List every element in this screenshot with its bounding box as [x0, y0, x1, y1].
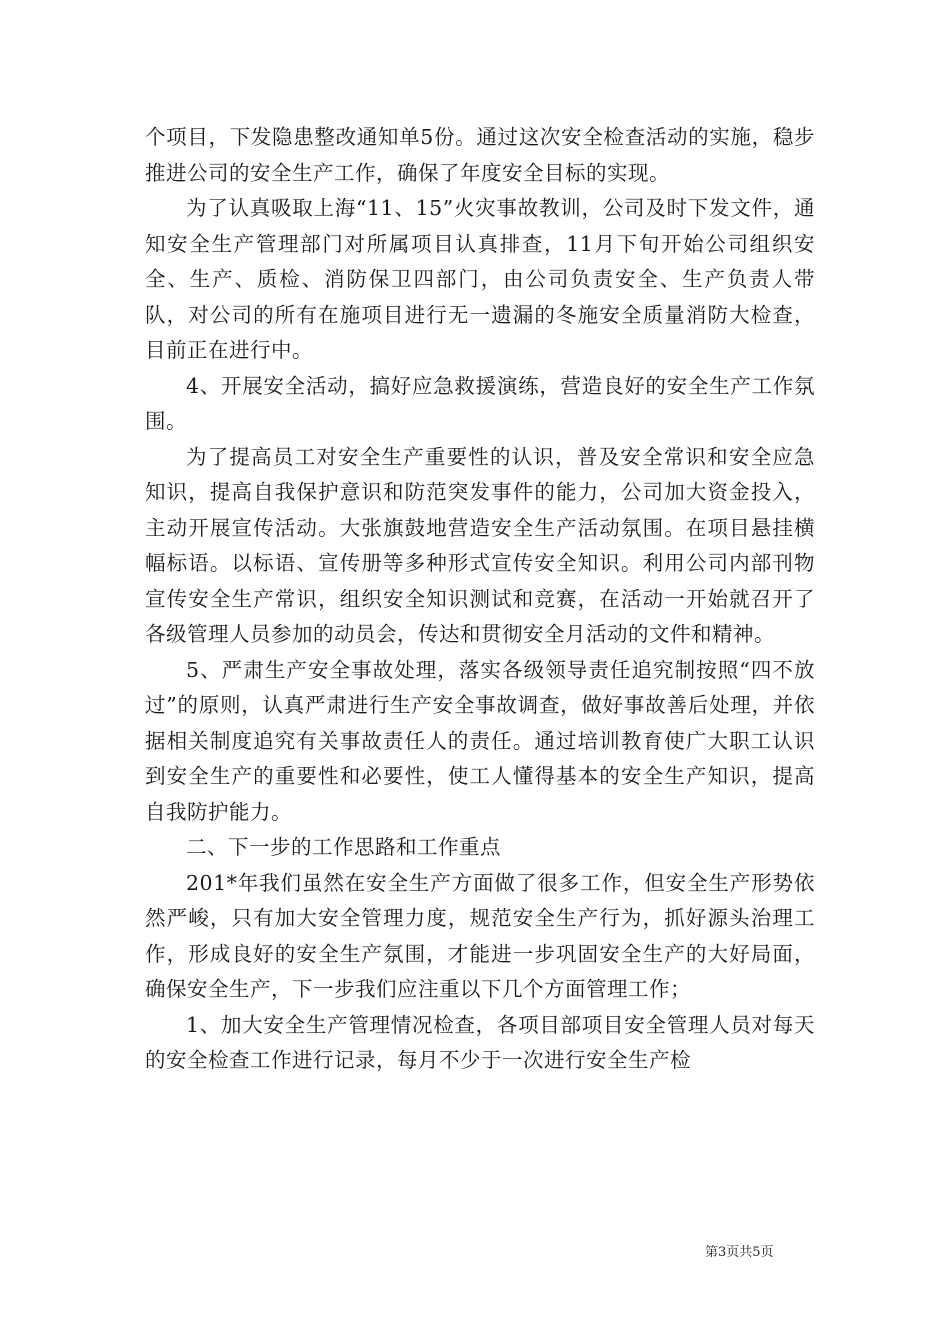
paragraph-3: 4、开展安全活动，搞好应急救援演练，营造良好的安全生产工作氛围。: [145, 373, 815, 433]
paragraph-1: 个项目，下发隐患整改通知单5份。通过这次安全检查活动的实施，稳步推进公司的安全生产工作，确保了年度安全目标的实现。: [145, 125, 815, 185]
paragraph-7: 1、加大安全生产管理情况检查，各项目部项目安全管理人员对每天的安全检查工作进行记录，每月不少于一次进行安全生产检: [145, 1012, 815, 1072]
paragraph-5: 5、严肃生产安全事故处理，落实各级领导责任追究制按照“四不放过”的原则，认真严肃进行生产安全事故调查，做好事故善后处理，并依据相关制度追究有关事故责任人的责任。通过培训教育使广大职工认识到安全生产的重要性和必要性，使工人懂得基本的安全生产知识，提高自我防护能力。: [145, 657, 815, 824]
page-number: 第3页共5页: [705, 1245, 774, 1260]
paragraph-6: 201*年我们虽然在安全生产方面做了很多工作，但安全生产形势依然严峻，只有加大安全管理力度，规范安全生产行为，抓好源头治理工作，形成良好的安全生产氛围，才能进一步巩固安全生产的大好局面，确保安全生产，下一步我们应注重以下几个方面管理工作；: [145, 870, 815, 1001]
paragraph-2: 为了认真吸取上海“11、15”火灾事故教训，公司及时下发文件，通知安全生产管理部门对所属项目认真排查，11月下旬开始公司组织安全、生产、质检、消防保卫四部门，由公司负责安全、生产负责人带队，对公司的所有在施项目进行无一遗漏的冬施安全质量消防大检查，目前正在进行中。: [145, 196, 815, 362]
paragraph-4: 为了提高员工对安全生产重要性的认识，普及安全常识和安全应急知识，提高自我保护意识和防范突发事件的能力，公司加大资金投入，主动开展宣传活动。大张旗鼓地营造安全生产活动氛围。在项目悬挂横幅标语。以标语、宣传册等多种形式宣传安全知识。利用公司内部刊物宣传安全生产常识，组织安全知识测试和竞赛，在活动一开始就召开了各级管理人员参加的动员会，传达和贯彻安全月活动的文件和精神。: [145, 444, 815, 646]
section-heading: 二、下一步的工作思路和工作重点: [186, 835, 501, 859]
document-body: [145, 120, 815, 1079]
